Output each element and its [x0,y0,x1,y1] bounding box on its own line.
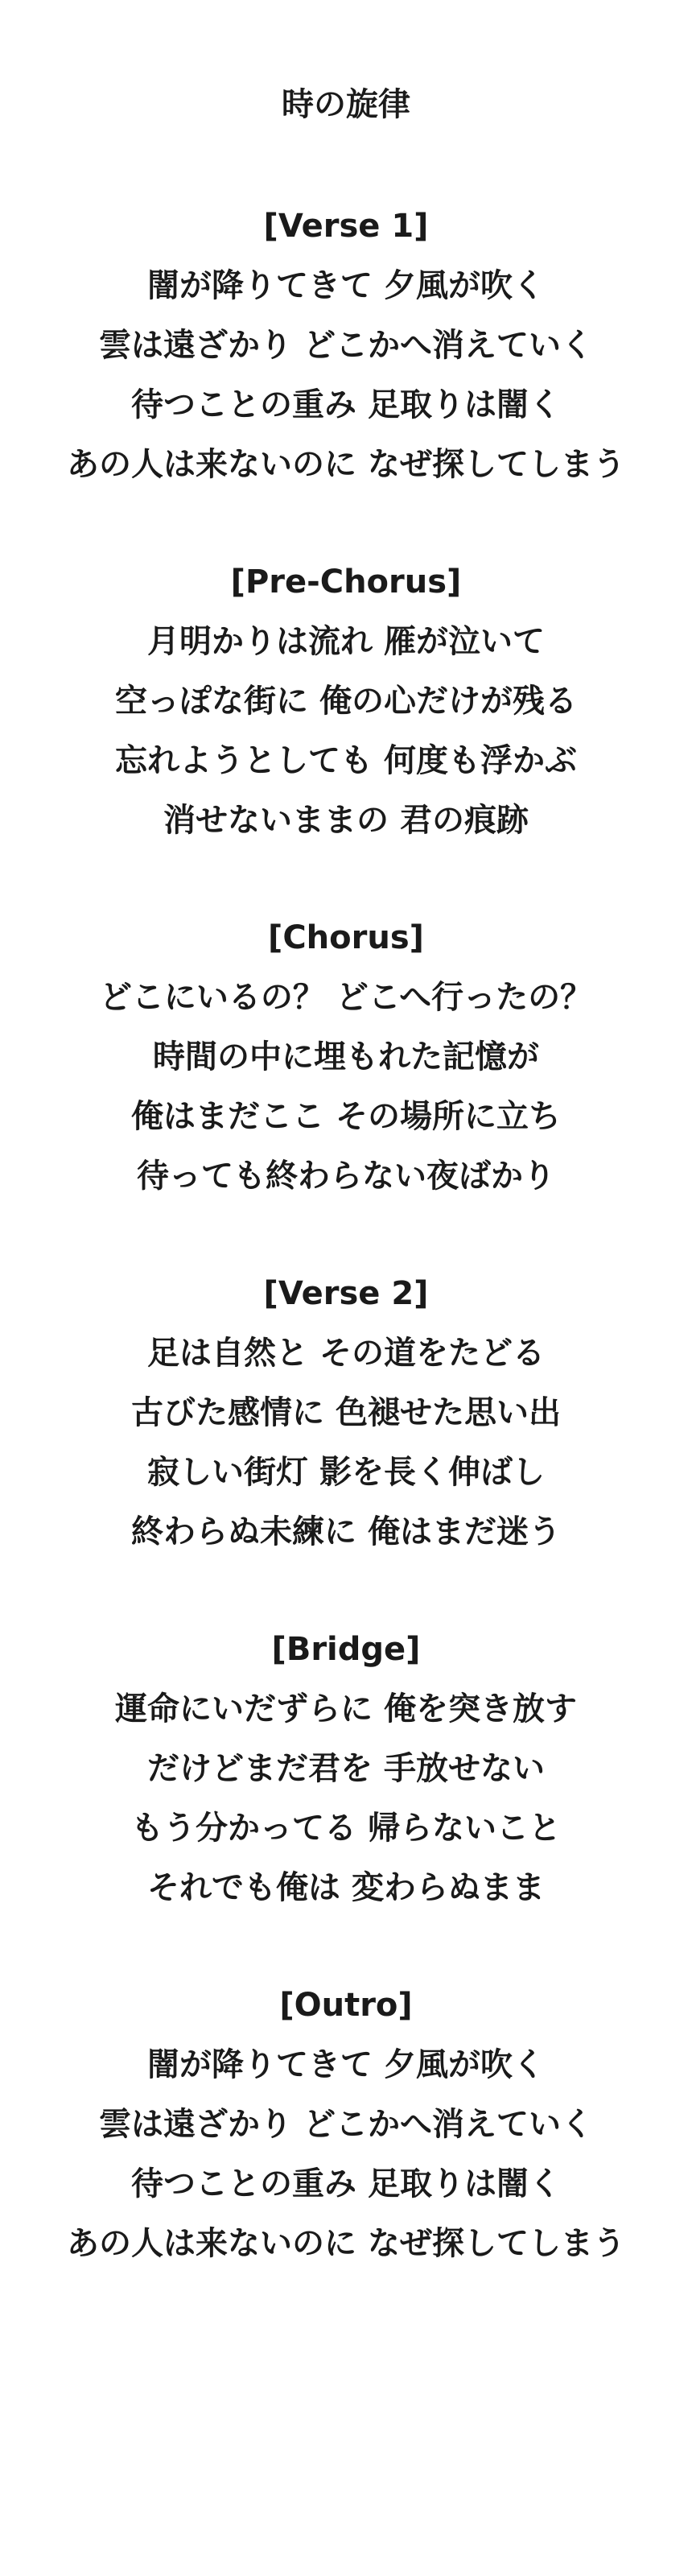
lyrics-section-bridge [0,1620,692,1918]
lyric-line: 闇が降りてきて 夕風が吹く [147,267,545,304]
lyric-line: 足は自然と その道をたどる [147,1335,545,1372]
lyric-line: それでも俺は 変わらぬまま [147,1869,545,1906]
lyrics-section-verse-1 [0,196,692,494]
lyric-line: 雲は遠ざかり どこかへ消えていく [99,327,593,364]
lyric-line: あの人は来ないのに なぜ探してしまう [67,2225,625,2262]
lyric-line: 闇が降りてきて 夕風が吹く [147,2046,545,2083]
lyric-line: 古びた感情に 色褪せた思い出 [131,1394,561,1431]
lyric-line: 俺はまだここ その場所に立ち [131,1098,561,1135]
lyric-line: どこにいるの？ どこへ行ったの？ [99,979,593,1016]
section-label: [Pre-Chorus] [230,564,462,601]
section-label: [Outro] [279,1987,413,2024]
lyrics-section-pre-chorus [0,552,692,850]
lyric-line: 月明かりは流れ 雁が泣いて [147,623,545,660]
lyric-line: 消せないままの 君の痕跡 [163,802,529,839]
lyric-line: だけどまだ君を 手放せない [147,1750,545,1787]
lyrics-section-chorus [0,908,692,1206]
lyric-line: あの人は来ないのに なぜ探してしまう [67,446,625,483]
lyric-line: もう分かってる 帰らないこと [131,1810,561,1847]
lyric-line: 空っぽな街に 俺の心だけが残る [115,683,577,720]
lyric-line: 運命にいだずらに 俺を突き放す [115,1690,577,1728]
lyric-line: 寂しい街灯 影を長く伸ばし [147,1454,545,1491]
lyric-line: 待つことの重み 足取りは闇く [131,386,561,423]
lyric-line: 終わらぬ未練に 俺はまだ迷う [131,1513,561,1550]
lyric-line: 時間の中に埋もれた記憶が [153,1038,539,1075]
section-label: [Bridge] [271,1631,421,1668]
lyric-line: 待つことの重み 足取りは闇く [131,2165,561,2202]
lyric-line: 雲は遠ざかり どこかへ消えていく [99,2106,593,2143]
lyrics-section-verse-2 [0,1264,692,1562]
lyrics-section-outro [0,1975,692,2273]
song-title: 時の旋律 [282,86,410,123]
lyric-line: 忘れようとしても 何度も浮かぶ [115,742,577,779]
section-label: [Verse 2] [263,1275,429,1312]
section-label: [Verse 1] [263,208,429,245]
section-label: [Chorus] [268,919,424,956]
lyric-line: 待っても終わらない夜ばかり [137,1158,555,1195]
